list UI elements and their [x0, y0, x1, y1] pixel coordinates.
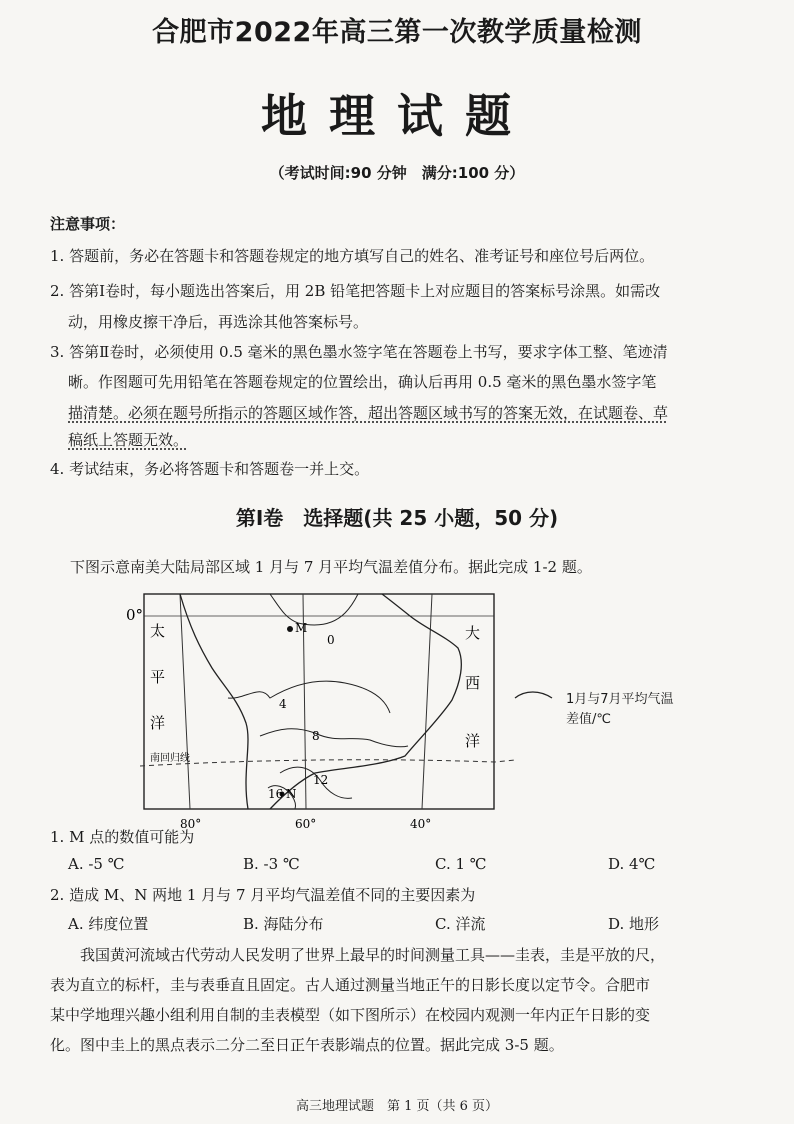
passage-line-1: 我国黄河流域古代劳动人民发明了世界上最早的时间测量工具——圭表，圭是平放的尺，: [50, 946, 666, 964]
page-footer: 高三地理试题 第 1 页（共 6 页）: [295, 1099, 499, 1114]
isoline-label-8: 8: [312, 729, 320, 743]
isoline-8: [260, 729, 408, 747]
notice-item-3-line-4: 稿纸上答题无效。: [68, 431, 189, 449]
isoline-4: [228, 681, 390, 713]
question-1-stem: 1. M 点的数值可能为: [50, 828, 195, 846]
temperature-difference-map: [120, 588, 640, 828]
meridian-80: [180, 594, 190, 809]
notice-item-1: 1. 答题前，务必在答题卡和答题卷规定的地方填写自己的姓名、准考证号和座位号后两位。: [50, 247, 655, 265]
passage-line-4: 化。图中圭上的黑点表示二分二至日正午表影端点的位置。据此完成 3-5 题。: [50, 1036, 564, 1054]
atlantic-char-3: 洋: [465, 732, 481, 750]
isoline-label-4: 4: [279, 697, 287, 711]
question-1-option-c: C. 1 ℃: [435, 855, 487, 873]
meridian-40: [422, 594, 432, 809]
pacific-char-2: 平: [150, 668, 166, 686]
isoline-label-12: 12: [313, 773, 329, 787]
section-heading: 第Ⅰ卷 选择题(共 25 小题，50 分): [235, 506, 559, 530]
point-m-marker: [287, 626, 293, 632]
question-2-option-b: B. 海陆分布: [243, 915, 324, 933]
passage-line-3: 某中学地理兴趣小组利用自制的圭表模型（如下图所示）在校园内观测一年内正午日影的变: [50, 1006, 651, 1024]
point-n-label: N: [286, 787, 297, 801]
notice-item-4: 4. 考试结束，务必将答题卡和答题卷一并上交。: [50, 460, 370, 478]
atlantic-char-1: 大: [465, 624, 481, 642]
passage-line-2: 表为直立的标杆，圭与表垂直且固定。古人通过测量当地正午的日影长度以定节令。合肥市: [50, 976, 651, 994]
exam-title: 合肥市2022年高三第一次教学质量检测: [152, 17, 642, 48]
tropic-of-capricorn: [140, 760, 515, 766]
notice-item-2-line-1: 2. 答第Ⅰ卷时，每小题选出答案后，用 2B 铅笔把答题卡上对应题目的答案标号涂黑。如需改: [50, 282, 661, 300]
notice-heading: 注意事项：: [50, 215, 126, 233]
isoline-0: [270, 594, 358, 625]
question-1-option-b: B. -3 ℃: [243, 855, 300, 873]
isoline-label-0: 0: [327, 633, 335, 647]
atlantic-char-2: 西: [465, 674, 481, 692]
question-1-option-d: D. 4℃: [608, 855, 656, 873]
legend-label-line-1: 1月与7月平均气温: [566, 692, 674, 707]
equator-label: 0°: [126, 606, 144, 624]
lon-label-60: 60°: [295, 817, 317, 828]
question-2-option-c: C. 洋流: [435, 915, 486, 933]
notice-item-3-line-2: 晰。作图题可先用铅笔在答题卷规定的位置绘出，确认后再用 0.5 毫米的黑色墨水签字笔: [68, 373, 657, 391]
notice-item-3-line-3: 描清楚。必须在题号所指示的答题区域作答，超出答题区域书写的答案无效，在试题卷、草: [68, 404, 669, 422]
tropic-label: 南回归线: [150, 753, 190, 764]
point-m-label: M: [295, 621, 308, 635]
legend-label-line-2: 差值/℃: [566, 712, 611, 727]
question-2-option-d: D. 地形: [608, 915, 660, 933]
lon-label-80: 80°: [180, 817, 202, 828]
pacific-char-3: 洋: [150, 714, 166, 732]
question-1-option-a: A. -5 ℃: [68, 855, 125, 873]
question-2-option-a: A. 纬度位置: [68, 915, 149, 933]
notice-item-3-line-1: 3. 答第Ⅱ卷时，必须使用 0.5 毫米的黑色墨水签字笔在答题卷上书写，要求字体工整、笔迹清: [50, 343, 668, 361]
subject-title: 地理试题: [261, 89, 533, 143]
pacific-char-1: 太: [150, 622, 166, 640]
exam-info: （考试时间:90 分钟 满分:100 分）: [269, 164, 525, 182]
lon-label-40: 40°: [410, 817, 432, 828]
notice-item-2-line-2: 动，用橡皮擦干净后，再选涂其他答案标号。: [68, 313, 369, 331]
legend-line: [515, 692, 552, 698]
isoline-label-16: 16: [268, 787, 284, 801]
intro-text: 下图示意南美大陆局部区域 1 月与 7 月平均气温差值分布。据此完成 1-2 题。: [70, 558, 592, 576]
question-2-stem: 2. 造成 M、N 两地 1 月与 7 月平均气温差值不同的主要因素为: [50, 886, 476, 904]
